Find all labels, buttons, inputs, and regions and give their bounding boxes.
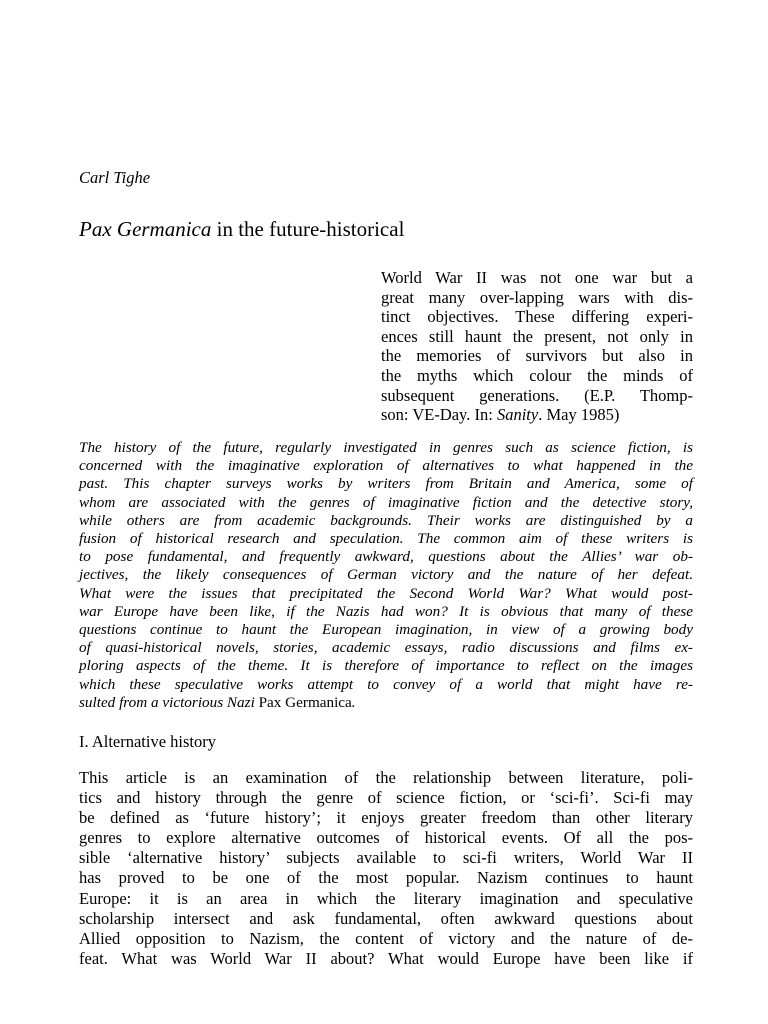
abstract-line: questions continue to haunt the European imagination, in view of a growing body [79,621,693,639]
abstract-line: past. This chapter surveys works by writers from Britain and America, some of [79,475,693,493]
body-line: Europe: it is an area in which the literary imagination and speculative [79,888,693,908]
abstract-line: which these speculative works attempt to convey of a world that might have re- [79,675,693,693]
epigraph-line: World War II was not one war but a [381,268,693,287]
epigraph-citation-post: . May 1985) [538,405,620,425]
body-line: Allied opposition to Nazism, the content of victory and the nature of de- [79,928,693,948]
epigraph-source-title: Sanity [496,405,539,425]
abstract-final-post: . [351,693,356,711]
body-line: feat. What was World War II about? What would Europe have been like if [79,948,693,968]
body-line: genres to explore alternative outcomes of historical events. Of all the pos- [79,828,693,848]
epigraph-line: the myths which colour the minds of [381,365,693,385]
epigraph-line: tinct objectives. These differing experi- [381,307,693,327]
abstract [79,439,693,712]
body-line: tics and history through the genre of science fiction, or ‘sci-fi’. Sci-fi may [79,788,693,808]
abstract-line: ploring aspects of the theme. It is therefore of importance to reflect on the images [79,657,693,675]
abstract-line: concerned with the imaginative exploration of alternatives to what happened in the [79,457,693,475]
body-line: has proved to be one of the most popular. Nazism continues to haunt [79,868,693,888]
body-line: This article is an examination of the relationship between literature, poli- [79,768,693,787]
abstract-line: of quasi-historical novels, stories, academic essays, radio discussions and films ex- [79,639,693,657]
abstract-line: What were the issues that precipitated the Second World War? What would post- [79,584,693,602]
epigraph-line: subsequent generations. (E.P. Thomp- [381,385,693,405]
epigraph-citation-pre: son: VE-Day. In: [381,405,497,425]
abstract-final-pre: sulted from a victorious Nazi [79,693,259,711]
abstract-final-line [79,694,693,712]
epigraph-line: the memories of survivors but also in [381,346,693,366]
abstract-line: whom are associated with the genres of imaginative fiction and the detective story, [79,493,693,511]
title-rest: in the future-historical [211,217,405,241]
abstract-line: jectives, the likely consequences of German victory and the nature of her defeat. [79,566,693,584]
abstract-line: war Europe have been like, if the Nazis had won? It is obvious that many of these [79,602,693,620]
title-italic-part: Pax Germanica [79,217,212,241]
section-heading: I. Alternative history [79,732,217,751]
epigraph [381,268,693,425]
abstract-line: while others are from academic backgrounds. Their works are distinguished by a [79,511,693,529]
epigraph-line: great many over-lapping wars with dis- [381,287,693,307]
abstract-final-term: Pax Germanica [258,693,352,711]
body-line: scholarship intersect and ask fundamental, often awkward questions about [79,908,693,928]
body-line: sible ‘alternative history’ subjects available to sci-fi writers, World War II [79,848,693,868]
body-paragraph [79,768,693,969]
abstract-line: fusion of historical research and speculation. The common aim of these writers is [79,530,693,548]
body-line: be defined as ‘future history’; it enjoys greater freedom than other literary [79,808,693,828]
epigraph-line: ences still haunt the present, not only in [381,326,693,346]
abstract-line: The history of the future, regularly investigated in genres such as science fiction, is [79,439,693,456]
chapter-title [79,215,404,243]
author-name: Carl Tighe [79,168,151,187]
abstract-line: to pose fundamental, and frequently awkward, questions about the Allies’ war ob- [79,548,693,566]
epigraph-citation-line [381,405,693,425]
